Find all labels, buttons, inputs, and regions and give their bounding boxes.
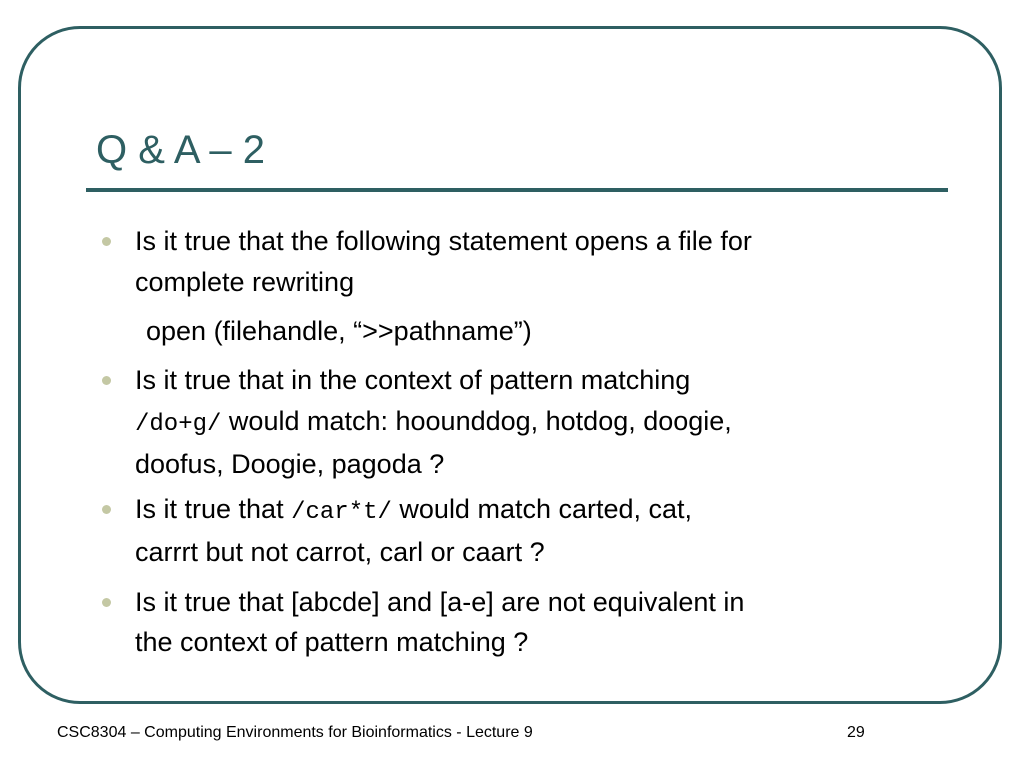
bullet-3-line-1-text: Is it true that xyxy=(135,494,292,524)
bullet-dot-icon xyxy=(102,598,111,607)
bullet-4-line-1: Is it true that [abcde] and [a-e] are not equivalent in xyxy=(135,587,745,617)
bullet-1-line-2: complete rewriting xyxy=(135,267,355,297)
pattern-code: /car*t/ xyxy=(291,499,392,526)
bullet-dot-icon xyxy=(102,505,111,514)
bullet-2-line-2-text: would match: hoounddog, hotdog, doogie, xyxy=(221,406,732,436)
bullet-2-line-2 xyxy=(135,408,732,437)
bullet-3-line-1-tail: would match carted, cat, xyxy=(391,494,693,524)
bullet-3-line-2: carrrt but not carrot, carl or caart ? xyxy=(135,537,545,567)
bullet-1-code-line: open (filehandle, “>>pathname”) xyxy=(146,316,532,346)
bullet-4-line-2: the context of pattern matching ? xyxy=(135,627,529,657)
title-divider xyxy=(86,188,948,192)
bullet-dot-icon xyxy=(102,376,111,385)
bullet-dot-icon xyxy=(102,237,111,246)
footer-course-text: CSC8304 – Computing Environments for Bioinformatics - Lecture 9 xyxy=(57,724,533,741)
bullet-1-line-1: Is it true that the following statement opens a file for xyxy=(135,226,752,256)
bullet-2-line-3: doofus, Doogie, pagoda ? xyxy=(135,449,445,479)
footer-page-number: 29 xyxy=(847,724,865,741)
pattern-code: /do+g/ xyxy=(135,411,222,438)
slide-title: Q & A – 2 xyxy=(96,128,266,172)
bullet-2-line-1: Is it true that in the context of pattern matching xyxy=(135,365,691,395)
bullet-3-line-1 xyxy=(135,496,692,525)
